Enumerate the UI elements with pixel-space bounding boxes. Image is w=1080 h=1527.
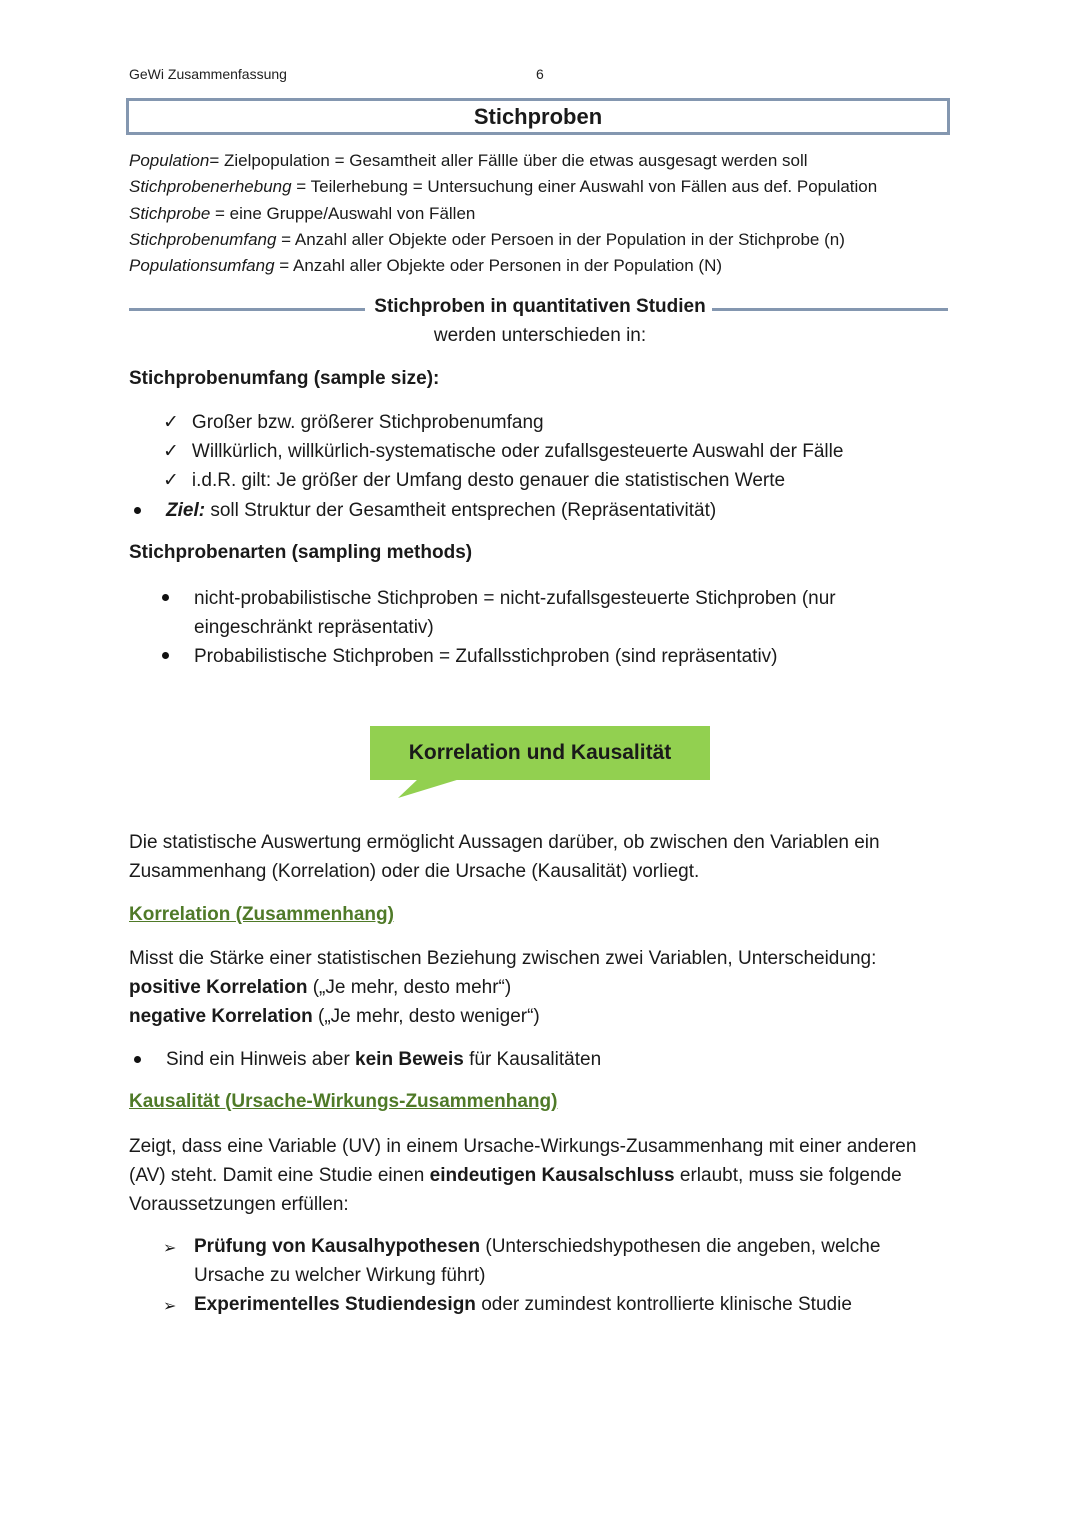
definition-populationsumfang xyxy=(129,253,722,279)
heading-correlation: Korrelation (Zusammenhang) xyxy=(129,904,394,925)
subheading-line2: werden unterschieden in: xyxy=(433,325,647,346)
definition-text: = Zielpopulation = Gesamtheit aller Fällle über die etwas ausgesagt werden soll xyxy=(209,151,808,170)
definition-term: Population xyxy=(129,151,210,170)
check-icon: ✓ xyxy=(163,470,179,491)
intro-line2: Zusammenhang (Korrelation) oder die Ursache (Kausalität) vorliegt. xyxy=(129,861,700,882)
requirement-1-line2: Ursache zu welcher Wirkung führt) xyxy=(194,1265,486,1286)
subheading-quantitative-studies: Stichproben in quantitativen Studien xyxy=(374,296,706,317)
check-item: ✓ i.d.R. gilt: Je größer der Umfang desto genauer die statistischen Werte xyxy=(163,470,786,491)
definition-population xyxy=(129,148,808,174)
definition-term: Stichprobenerhebung xyxy=(129,177,292,196)
heading-causality: Kausalität (Ursache-Wirkungs-Zusammenhang) xyxy=(129,1091,558,1112)
heading-sampling-methods: Stichprobenarten (sampling methods) xyxy=(129,542,473,563)
definition-text: = Anzahl aller Objekte oder Personen in der Population (N) xyxy=(274,256,723,275)
intro-line1: Die statistische Auswertung ermöglicht Aussagen darüber, ob zwischen den Variablen ein xyxy=(129,832,880,853)
bullet-icon xyxy=(162,652,169,659)
callout-tail xyxy=(398,779,460,799)
sampling-item-1-line2: eingeschränkt repräsentativ) xyxy=(194,617,434,638)
goal-label: Ziel: xyxy=(166,500,206,521)
arrow-bullet-icon: ➢ xyxy=(163,1298,177,1315)
intro-paragraph xyxy=(129,828,880,886)
sampling-item-2: Probabilistische Stichproben = Zufallsstichproben (sind repräsentativ) xyxy=(194,646,778,667)
sampling-item-1-line1: nicht-probabilistische Stichproben = nicht-zufallsgesteuerte Stichproben (nur xyxy=(194,588,836,609)
definition-term: Stichprobenumfang xyxy=(129,230,277,249)
requirement-2: Experimentelles Studiendesign oder zumindest kontrollierte klinische Studie xyxy=(194,1294,852,1315)
section-title-correlation: Korrelation und Kausalität xyxy=(370,726,710,780)
goal-text: soll Struktur der Gesamtheit entsprechen (Repräsentativität) xyxy=(205,500,717,521)
definition-term: Stichprobe xyxy=(129,204,211,223)
requirement-1: Prüfung von Kausalhypothesen (Unterschiedshypothesen die angeben, welche Ursache zu welcher Wirkung führt) xyxy=(194,1232,880,1290)
check-item: ✓ Großer bzw. größerer Stichprobenumfang xyxy=(163,412,544,433)
definition-stichprobenerhebung xyxy=(129,174,877,200)
check-icon: ✓ xyxy=(163,412,179,433)
definition-stichprobe xyxy=(129,201,475,227)
causality-line3: Voraussetzungen erfüllen: xyxy=(129,1194,349,1215)
heading-sample-size: Stichprobenumfang (sample size): xyxy=(129,368,440,389)
positive-correlation-line: positive Korrelation („Je mehr, desto mehr“) xyxy=(129,977,512,998)
correlation-text: Misst die Stärke einer statistischen Beziehung zwischen zwei Variablen, Unterscheidung: xyxy=(129,948,877,969)
definition-text: = Anzahl aller Objekte oder Persoen in der Population in der Stichprobe (n) xyxy=(276,230,845,249)
correlation-note: Sind ein Hinweis aber kein Beweis für Kausalitäten xyxy=(166,1049,602,1070)
negative-correlation-line: negative Korrelation („Je mehr, desto weniger“) xyxy=(129,1006,540,1027)
causality-line1: Zeigt, dass eine Variable (UV) in einem Ursache-Wirkungs-Zusammenhang mit einer anderen xyxy=(129,1136,917,1157)
goal-line xyxy=(166,496,716,525)
definition-term: Populationsumfang xyxy=(129,256,275,275)
causality-paragraph xyxy=(129,1132,916,1219)
check-icon: ✓ xyxy=(163,441,179,462)
definition-text: = eine Gruppe/Auswahl von Fällen xyxy=(210,204,476,223)
document-header: GeWi Zusammenfassung xyxy=(129,66,287,82)
bullet-icon xyxy=(162,594,169,601)
sampling-item-1 xyxy=(194,584,836,642)
arrow-bullet-icon: ➢ xyxy=(163,1240,177,1257)
definition-stichprobenumfang xyxy=(129,227,845,253)
correlation-paragraph xyxy=(129,944,876,1031)
definition-text: = Teilerhebung = Untersuchung einer Auswahl von Fällen aus def. Population xyxy=(291,177,878,196)
check-item: ✓ Willkürlich, willkürlich-systematische oder zufallsgesteuerte Auswahl der Fälle xyxy=(163,441,844,462)
bullet-icon xyxy=(134,507,141,514)
page-number: 6 xyxy=(536,66,544,82)
bullet-icon xyxy=(134,1056,141,1063)
causality-line2: (AV) steht. Damit eine Studie einen eindeutigen Kausalschluss erlaubt, muss sie folgende xyxy=(129,1165,902,1186)
section-title-stichproben: Stichproben xyxy=(126,98,950,135)
